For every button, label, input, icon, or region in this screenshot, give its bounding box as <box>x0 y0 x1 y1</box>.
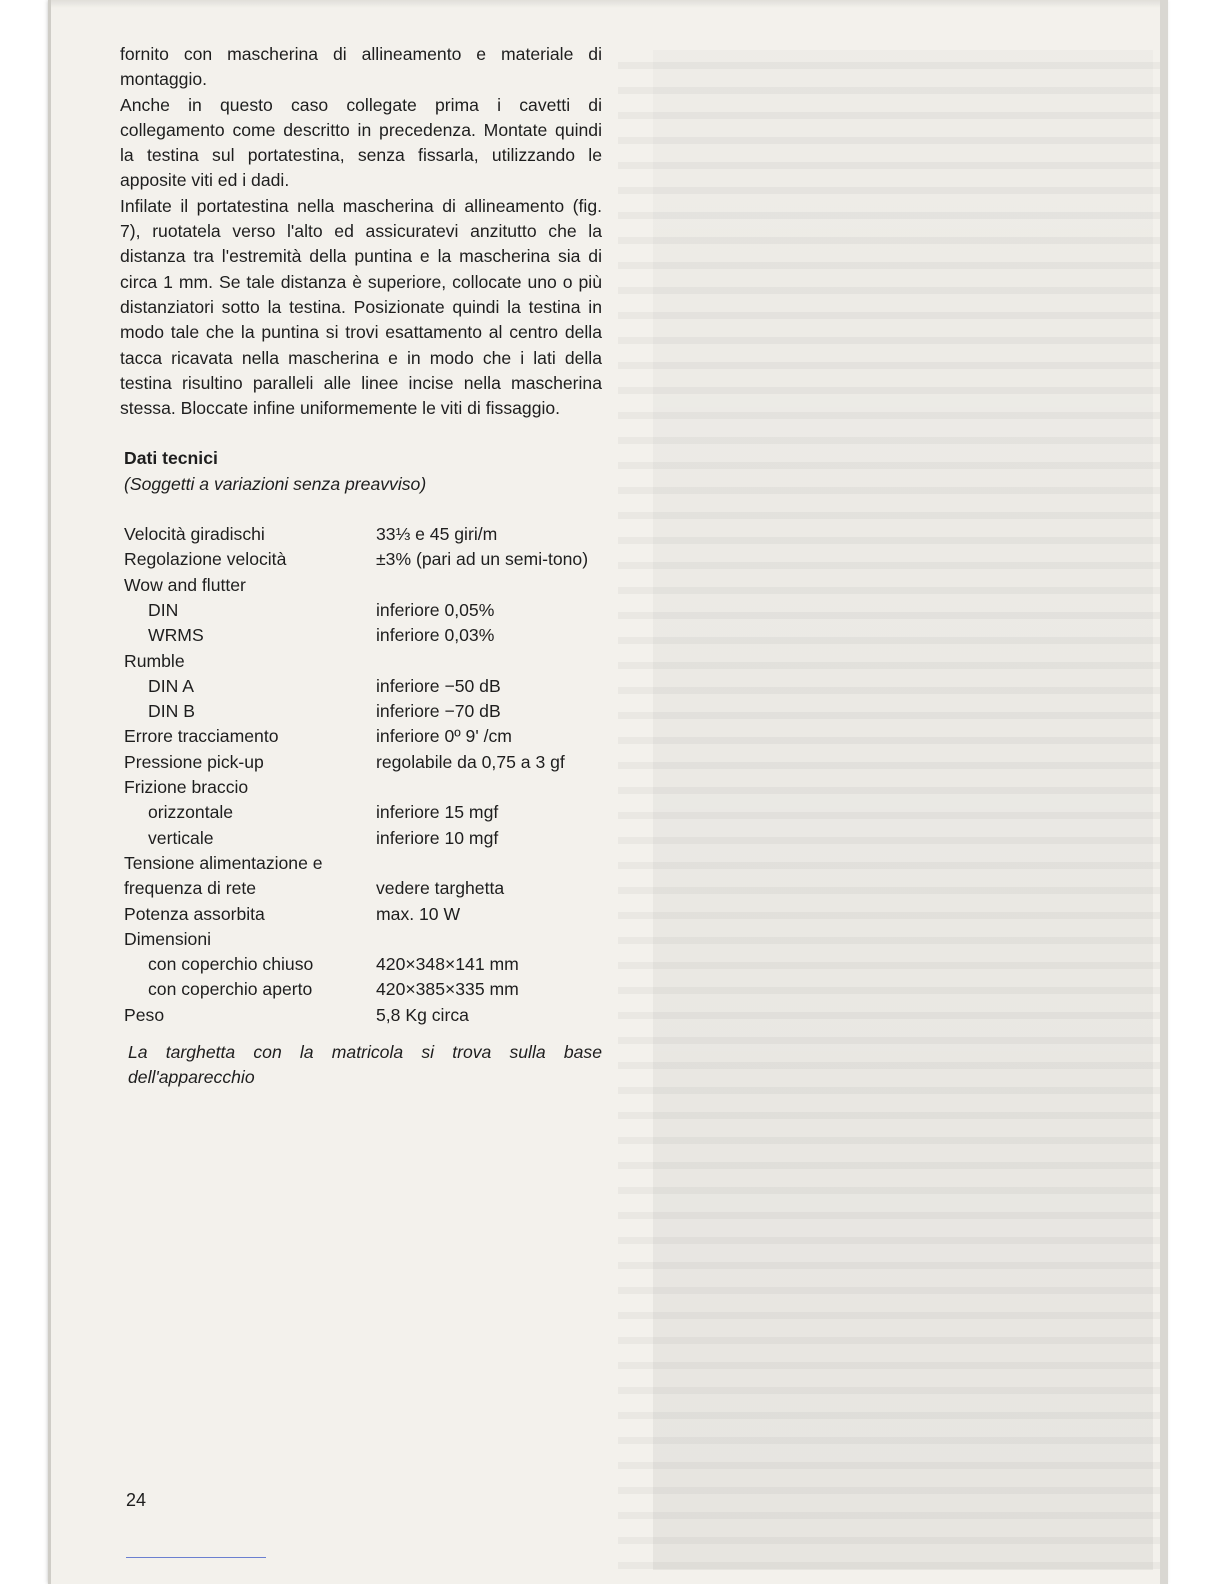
spec-value: inferiore 0º 9' /cm <box>376 726 512 747</box>
spec-row <box>124 1003 602 1028</box>
spec-label: Frizione braccio <box>124 777 249 798</box>
spec-value: inferiore −70 dB <box>376 701 501 722</box>
spec-row <box>124 902 602 927</box>
spec-value: inferiore 10 mgf <box>376 827 499 848</box>
spec-row <box>124 547 602 572</box>
spec-label: Potenza assorbita <box>124 903 265 924</box>
page-number: 24 <box>126 1490 147 1510</box>
top-shadow <box>48 0 1166 8</box>
scan-artifact-line <box>126 1557 266 1558</box>
spec-row <box>124 826 602 851</box>
spec-label: con coperchio chiuso <box>148 954 314 975</box>
spec-value <box>376 927 602 952</box>
spec-label: Regolazione velocità <box>124 549 287 570</box>
spec-row <box>124 851 602 902</box>
section-heading: Dati tecnici <box>124 448 218 469</box>
specs-table <box>124 522 602 1028</box>
spec-label: Errore tracciamento <box>124 726 279 747</box>
spec-value: 33⅓ e 45 giri/m <box>376 524 498 545</box>
bleed-through-text <box>618 50 1163 1570</box>
spec-value: max. 10 W <box>376 903 461 924</box>
spec-label: Peso <box>124 1004 165 1025</box>
spec-value <box>376 649 602 674</box>
spec-label: Wow and flutter <box>124 574 246 595</box>
spec-value: inferiore 0,05% <box>376 599 495 620</box>
spec-value: inferiore 0,03% <box>376 625 495 646</box>
spec-label: verticale <box>148 827 214 848</box>
paragraph: Anche in questo caso collegate prima i cavetti di collegamento come descritto in precedenza. Montate quindi la testina sul portatestina, senza fissarla, utilizzando le apposite viti ed i dadi. <box>120 94 602 191</box>
spec-label: DIN B <box>148 701 195 722</box>
spec-label: Rumble <box>124 650 185 671</box>
spec-label: Tensione alimentazione e frequenza di rete <box>124 852 323 899</box>
spec-value: regolabile da 0,75 a 3 gf <box>376 751 565 772</box>
spec-row <box>124 573 602 598</box>
page-right-edge <box>1160 0 1168 1584</box>
spec-label: WRMS <box>148 625 204 646</box>
spec-label: DIN A <box>148 675 194 696</box>
spec-label: con coperchio aperto <box>148 979 313 1000</box>
spec-value: 420×348×141 mm <box>376 954 519 975</box>
spec-row <box>124 699 602 724</box>
text-column <box>120 42 602 1091</box>
spec-row <box>124 977 602 1002</box>
spec-row <box>124 598 602 623</box>
spec-row <box>124 522 602 547</box>
spec-label: Pressione pick-up <box>124 751 264 772</box>
spec-value: 420×385×335 mm <box>376 979 519 1000</box>
spec-value: inferiore 15 mgf <box>376 802 499 823</box>
paragraph: Infilate il portatestina nella mascherina di allineamento (fig. 7), ruotatela verso l'alto ed assicuratevi anzitutto che la distanza tra l'estremità della puntina e la mascherina sia di circa 1 mm. Se tale distanza è superiore, collocate uno o più distanziatori sotto la testina. Posizionate quindi la testina in modo tale che la puntina si trovi esattamento al centro della tacca ricavata nella mascherina e in modo che i lati della testina risultino paralleli alle linee incise nella mascherina stessa. Bloccate infine uniformemente le viti di fissaggio. <box>120 195 602 419</box>
spec-label: orizzontale <box>148 802 234 823</box>
spec-value: inferiore −50 dB <box>376 675 501 696</box>
page-left-edge <box>48 0 51 1584</box>
spec-row <box>124 623 602 648</box>
spec-value <box>376 573 602 598</box>
spec-row <box>124 674 602 699</box>
spec-row <box>124 649 602 674</box>
spec-value <box>376 775 602 800</box>
spec-row <box>124 927 602 952</box>
section-subtitle: (Soggetti a variazioni senza preavviso) <box>124 473 427 494</box>
paragraph: fornito con mascherina di allineamento e materiale di montaggio. <box>120 44 602 90</box>
spec-label: DIN <box>148 599 179 620</box>
spec-value: ±3% (pari ad un semi-tono) <box>376 549 589 570</box>
spec-value: 5,8 Kg circa <box>376 1004 469 1025</box>
spec-label: Dimensioni <box>124 928 212 949</box>
spec-row <box>124 952 602 977</box>
spec-row <box>124 750 602 775</box>
spec-row <box>124 724 602 749</box>
spec-row <box>124 775 602 800</box>
spec-label: Velocità giradischi <box>124 524 265 545</box>
spec-row <box>124 800 602 825</box>
spec-value: vedere targhetta <box>376 878 505 899</box>
serial-plate-note: La targhetta con la matricola si trova sulla base dell'apparecchio <box>128 1041 602 1088</box>
